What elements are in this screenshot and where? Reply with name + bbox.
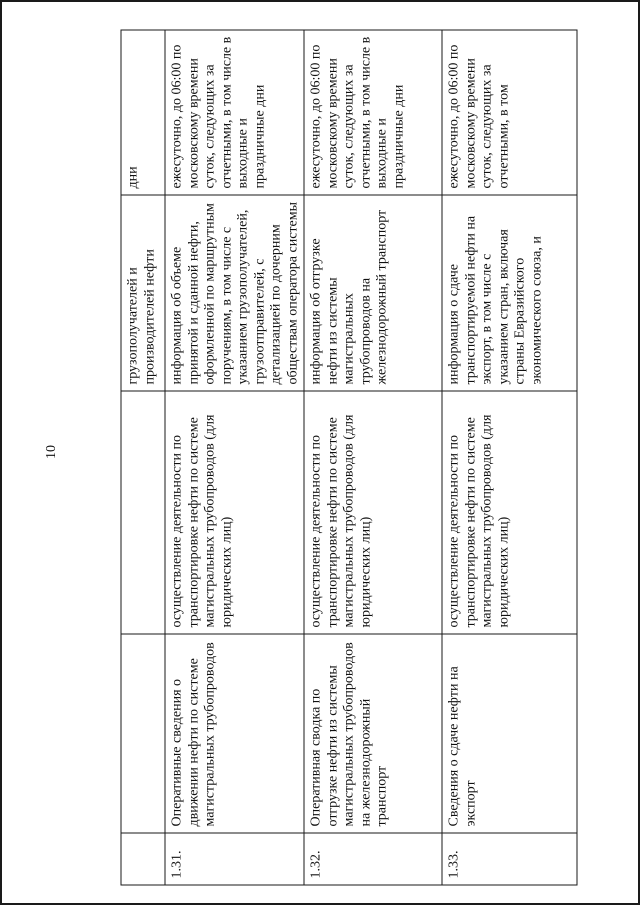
cell-content: информация об отгрузке нефти из системы магистральных трубопроводов на железнодорожный транспорт [304,195,442,391]
cell-name: Оперативная сводка по отгрузке нефти из системы магистральных трубопроводов на железнодорожный транспорт [304,634,442,833]
cell-content: грузополучателей и производителей нефти [121,195,165,391]
cell-content: информация об объеме принятой и сданной нефти, оформленной по маршрутным поручениям, в том числе с указанием грузополучателей, грузоотправителей, с детализацией по дочерним обществам оператора системы [165,195,304,391]
cell-number: 1.32. [304,833,442,885]
cell-number [121,833,165,885]
cell-name: Сведения о сдаче нефти на экспорт [442,634,577,833]
table-container [121,31,576,886]
page-number: 10 [44,445,59,459]
cell-number: 1.31. [165,833,304,885]
table-row-continuation [121,30,165,885]
cell-content: информация о сдаче транспортируемой нефти на экспорт, в том числе с указанием стран, включая страны Евразийского экономического союза, и [442,195,577,391]
cell-period: дни [121,30,165,195]
cell-scope: осуществление деятельности по транспортировке нефти по системе магистральных трубопроводов (для юридических лиц) [165,391,304,634]
cell-period: ежесуточно, до 06:00 по московскому времени суток, следующих за отчетными, в том числе в выходные и праздничные дни [304,30,442,195]
table-row [304,30,442,885]
cell-scope [121,391,165,634]
cell-scope: осуществление деятельности по транспортировке нефти по системе магистральных трубопроводов (для юридических лиц) [304,391,442,634]
table-row [442,30,577,885]
cell-period: ежесуточно, до 06:00 по московскому времени суток, следующих за отчетными, в том числе в выходные и праздничные дни [165,30,304,195]
cell-scope: осуществление деятельности по транспортировке нефти по системе магистральных трубопроводов (для юридических лиц) [442,391,577,634]
cell-name: Оперативные сведения о движении нефти по системе магистральных трубопроводов [165,634,304,833]
report-table [121,30,578,886]
cell-period: ежесуточно, до 06:00 по московскому времени суток, следующих за отчетными, в том [442,30,577,195]
table-row [165,30,304,885]
cell-number: 1.33. [442,833,577,885]
cell-name [121,634,165,833]
